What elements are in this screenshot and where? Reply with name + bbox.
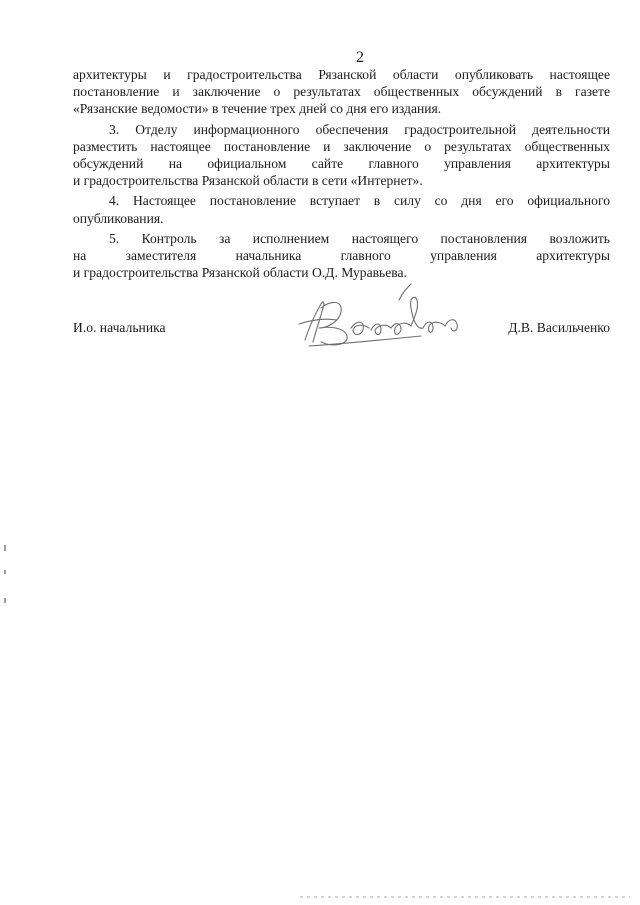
paragraph-line: постановление и заключение о результатах общественных обсуждений в газете — [73, 84, 610, 100]
scan-edge-mark — [4, 598, 6, 603]
scan-speckle — [300, 896, 630, 898]
signature-block — [73, 300, 610, 360]
signatory-name: Д.В. Васильченко — [508, 320, 610, 335]
document-body — [73, 66, 610, 281]
scan-edge-mark — [4, 545, 6, 551]
paragraph-line: и градостроительства Рязанской области в сети «Интернет». — [73, 173, 423, 189]
page-number: 2 — [356, 49, 364, 66]
paragraph-line: архитектуры и градостроительства Рязанской области опубликовать настоящее — [73, 67, 610, 82]
paragraph-line: на заместителя начальника главного управления архитектуры — [73, 248, 610, 264]
paragraph-line: разместить настоящее постановление и заключение о результатах общественных — [73, 138, 610, 154]
scan-edge-mark — [4, 570, 6, 574]
paragraph-line: «Рязанские ведомости» в течение трех дней со дня его издания. — [73, 101, 442, 117]
paragraph-line: опубликования. — [73, 210, 164, 226]
paragraph-line: 3. Отделу информационного обеспечения градостроительной деятельности — [109, 121, 610, 137]
signatory-position: И.о. начальника — [73, 320, 166, 335]
paragraph-line: 4. Настоящее постановление вступает в силу со дня его официального — [109, 193, 610, 209]
paragraph-line: и градостроительства Рязанской области О.Д. Муравьева. — [73, 265, 407, 281]
handwritten-signature — [291, 278, 471, 358]
paragraph-line: 5. Контроль за исполнением настоящего постановления возложить — [109, 230, 610, 246]
paragraph-line: обсуждений на официальном сайте главного управления архитектуры — [73, 156, 610, 172]
